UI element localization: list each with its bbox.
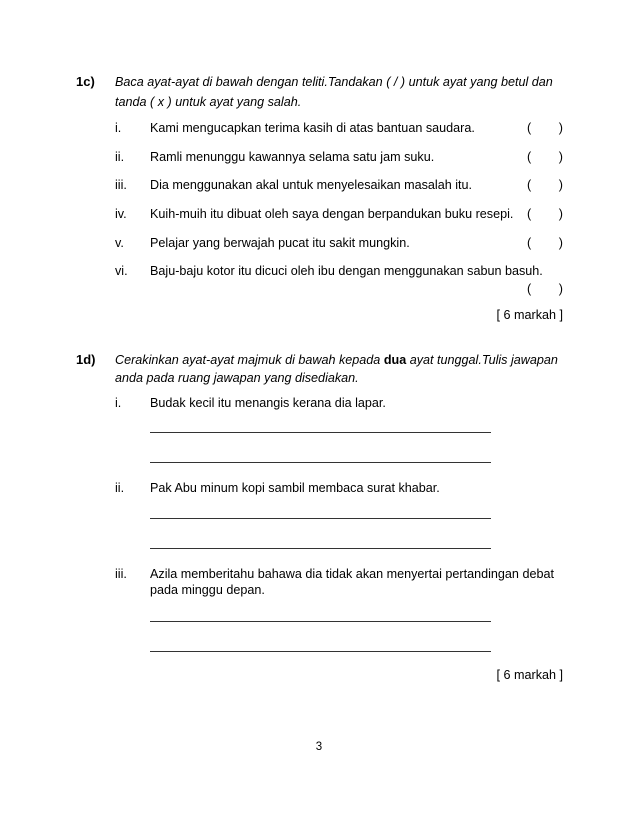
question-1d-instruction-line-2: anda pada ruang jawapan yang disediakan. (115, 371, 359, 385)
item-text: Ramli menunggu kawannya selama satu jam suku. (150, 150, 435, 164)
paren-close: ) (558, 207, 563, 221)
paren-open: ( (527, 121, 532, 135)
instruction-emphasis: dua (383, 353, 407, 367)
paren-open: ( (527, 207, 532, 221)
item-number: iii. (115, 567, 127, 581)
item-number: v. (115, 236, 124, 250)
item-number: iv. (115, 207, 127, 221)
question-number-1d: 1d) (76, 352, 96, 367)
item-text: Kami mengucapkan terima kasih di atas bantuan saudara. (150, 121, 475, 135)
item-text: Baju-baju kotor itu dicuci oleh ibu dengan menggunakan sabun basuh. (150, 264, 543, 278)
item-text: Budak kecil itu menangis kerana dia lapar. (150, 396, 386, 410)
answer-line[interactable] (150, 651, 491, 652)
page-number: 3 (315, 741, 323, 753)
paren-close: ) (558, 121, 563, 135)
paren-open: ( (527, 282, 532, 296)
answer-line[interactable] (150, 621, 491, 622)
item-number: ii. (115, 481, 125, 495)
marks-1c: [ 6 markah ] (496, 308, 563, 322)
paren-open: ( (527, 178, 532, 192)
item-text: Pak Abu minum kopi sambil membaca surat khabar. (150, 481, 440, 495)
answer-line[interactable] (150, 432, 491, 433)
question-1d-instruction-line-1 (115, 352, 558, 368)
paren-open: ( (527, 236, 532, 250)
item-number: ii. (115, 150, 125, 164)
item-text: Dia menggunakan akal untuk menyelesaikan masalah itu. (150, 178, 473, 192)
instruction-text: ayat tunggal.Tulis jawapan (406, 353, 558, 367)
question-1c-instruction-line-2: tanda ( x ) untuk ayat yang salah. (115, 95, 302, 109)
marks-1d: [ 6 markah ] (496, 668, 563, 682)
item-text-line-2: pada minggu depan. (150, 583, 265, 597)
item-number: iii. (115, 178, 127, 192)
answer-line[interactable] (150, 462, 491, 463)
item-number: i. (115, 396, 122, 410)
paren-close: ) (558, 150, 563, 164)
paren-open: ( (527, 150, 532, 164)
item-text: Kuih-muih itu dibuat oleh saya dengan berpandukan buku resepi. (150, 207, 514, 221)
item-number: i. (115, 121, 122, 135)
instruction-text: Cerakinkan ayat-ayat majmuk di bawah kepada (115, 353, 384, 367)
paren-close: ) (558, 236, 563, 250)
question-number-1c: 1c) (76, 74, 95, 89)
item-number: vi. (115, 264, 128, 278)
question-1c-instruction-line-1: Baca ayat-ayat di bawah dengan teliti.Tandakan ( / ) untuk ayat yang betul dan (115, 75, 553, 89)
item-text-line-1: Azila memberitahu bahawa dia tidak akan menyertai pertandingan debat (150, 567, 554, 581)
item-text: Pelajar yang berwajah pucat itu sakit mungkin. (150, 236, 410, 250)
answer-line[interactable] (150, 518, 491, 519)
paren-close: ) (558, 282, 563, 296)
answer-line[interactable] (150, 548, 491, 549)
paren-close: ) (558, 178, 563, 192)
